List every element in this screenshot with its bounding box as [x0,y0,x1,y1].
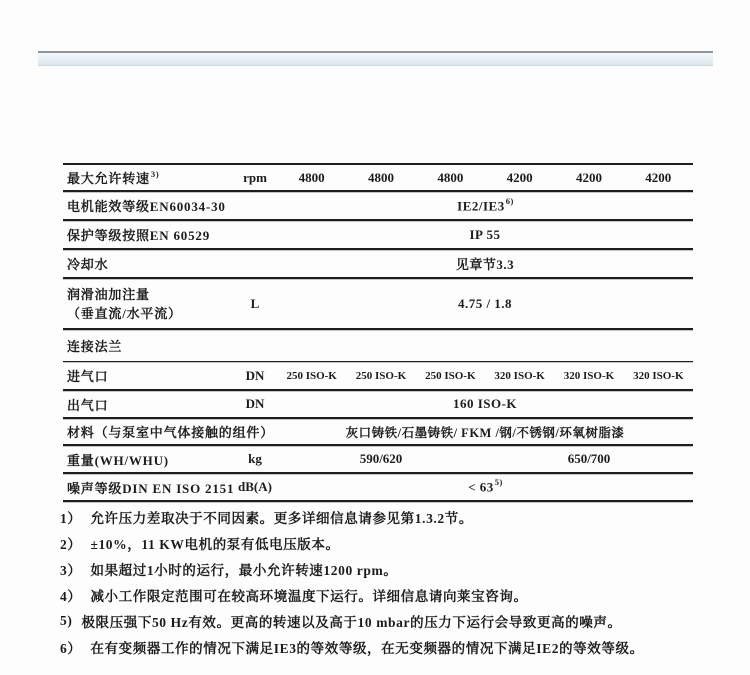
footnote-marker: 4） [60,589,82,604]
footnote-4 [60,582,720,608]
table-row-max-speed [63,165,693,192]
footnote-text: 在有变频器工作的情况下满足IE3的等效等级，在无变频器的情况下满足IE2的等效等级。 [90,641,644,656]
row-value: IP 55 [469,226,501,242]
row-label: 材料（与泵室中气体接触的组件） [67,425,275,440]
table-row-cooling-water [63,250,693,279]
row-label-line2: （垂直流/水平流） [67,306,182,321]
row-label: 重量(WH/WHU) [67,452,169,468]
value-cell: 320 ISO-K [563,369,615,382]
value-text: < 63 [468,479,494,495]
footnote-3 [60,556,720,582]
row-label [63,279,233,328]
unit-cell: kg [248,451,262,466]
row-value [277,197,693,214]
row-values [277,170,693,186]
value-cell: 4800 [367,169,394,185]
row-label: 连接法兰 [67,339,123,354]
row-label-text: 最大允许转速 [67,171,150,186]
value-cell: 250 ISO-K [355,369,407,382]
row-label: 进气口 [67,369,109,384]
table-row-weight [63,446,693,474]
row-label: 保护等级按照EN 60529 [67,228,211,243]
footnote-marker: 2） [60,537,82,552]
value-cell: 4200 [645,169,672,185]
value-cell: 4800 [298,169,325,185]
value-cell: 250 ISO-K [425,369,476,382]
value-text: IE2/IE3 [457,198,505,214]
footnote-text: 如果超过1小时的运行，最小允许转速1200 rpm。 [90,563,398,578]
unit-cell: L [250,295,260,311]
footnote-ref: 3) [150,168,160,179]
footnote-ref: 5) [494,477,503,488]
table-row-motor-efficiency [63,192,693,221]
unit-cell: dB(A) [238,479,272,494]
row-label [63,168,233,187]
row-values [277,451,693,467]
footnote-marker: 3） [60,563,82,578]
footnote-text: ±10%，11 KW电机的泵有低电压版本。 [90,537,340,552]
table-row-protection-class [63,221,693,250]
footnotes [60,504,720,660]
table-row-noise-level [63,474,693,502]
value-cell: 4800 [437,169,464,185]
row-value: 见章节3.3 [455,257,515,272]
row-values [277,370,693,382]
value-cell: 650/700 [567,451,611,466]
value-cell: 4200 [506,169,533,185]
footnote-text: 允许压力差取决于不同因素。更多详细信息请参见第1.3.2节。 [90,511,473,526]
row-label: 噪声等级DIN EN ISO 2151 [67,480,235,496]
row-label: 冷却水 [67,257,109,272]
value-cell: 250 ISO-K [286,369,337,382]
spec-table [63,163,693,502]
footnote-marker: 1） [60,511,82,526]
value-cell: 320 ISO-K [633,369,684,382]
footnote-2 [60,530,720,556]
value-cell: 4200 [575,169,602,185]
table-row-oil-fill [63,279,693,330]
unit-cell: DN [245,367,265,383]
header-divider-bar [38,51,713,66]
row-value: 灰口铸铁/石墨铸铁/ FKM /钢/不锈钢/环氧树脂漆 [345,425,625,440]
footnote-text: 极限压强下50 Hz有效。更高的转速以及高于10 mbar的压力下运行会导致更高的噪声。 [81,615,622,630]
row-label: 电机能效等级EN60034-30 [67,199,226,214]
footnote-ref: 6) [505,195,514,206]
footnote-marker: 5) [60,613,73,628]
unit-cell: rpm [243,169,267,185]
row-value: 160 ISO-K [452,396,518,411]
row-label-line1: 润滑油加注量 [67,287,150,302]
table-row-exhaust-port [63,391,693,419]
table-row-intake-port [63,362,693,391]
footnote-1 [60,504,720,530]
footnote-5 [60,608,720,634]
footnote-marker: 6） [60,641,82,656]
table-row-materials [63,419,693,446]
row-value: 4.75 / 1.8 [457,295,513,311]
value-cell: 590/620 [359,451,403,466]
row-value [277,478,693,495]
row-label: 出气口 [67,397,109,413]
footnote-6 [60,634,720,660]
unit-cell: DN [245,396,265,411]
footnote-text: 减小工作限定范围可在较高环境温度下运行。详细信息请向莱宝咨询。 [90,589,528,604]
value-cell: 320 ISO-K [494,369,545,382]
table-row-connection-flange [63,330,693,362]
